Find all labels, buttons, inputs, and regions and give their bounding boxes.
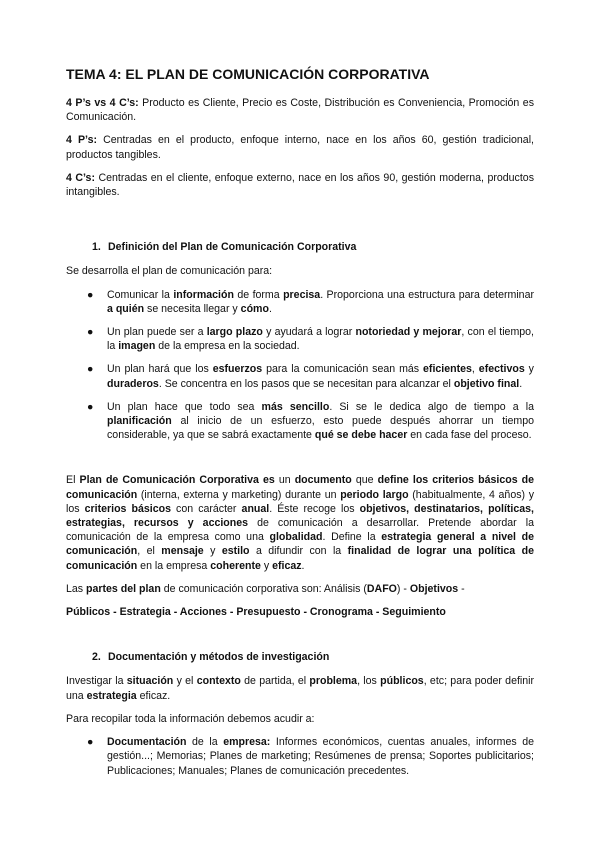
bold-emphasis: qué se debe hacer xyxy=(314,429,408,442)
section-1-lead: Se desarrolla el plan de comunicación para: xyxy=(66,265,273,278)
bold-emphasis: públicos xyxy=(380,675,424,688)
definition-paragraph: El Plan de Comunicación Corporativa es un documento que define los criterios básicos de comunicación (interna, externa y marketing) durante un periodo largo (habitualmente, 4 años) y los criterios básicos con carácter anual. Éste recoge los objetivos, destinatarios, políticas, estrategias, recursos y acciones de comunicación a desarrollar. Pretende abordar la comunicación de la empresa como una globalidad. Define la estrategia general a nivel de comunicación, el mensaje y estilo a difundir con la finalidad de lograr una política de comunicación en la empresa coherente y eficaz. xyxy=(66,474,535,572)
section-2-paragraph-1: Investigar la situación y el contexto de partida, el problema, los públicos, etc; para poder definir una estrategia eficaz. xyxy=(66,675,535,702)
bold-emphasis: mensaje xyxy=(161,545,204,558)
bold-emphasis: precisa xyxy=(283,288,321,301)
list-item-text: Documentación de la empresa: Informes económicos, cuentas anuales, informes de gestión...; Memorias; Planes de marketing; Resúmenes de prensa; Soportes publicitarios; Publicaciones; Manuales; Planes de comunicación precedentes. xyxy=(107,736,535,777)
bold-emphasis: empresa: xyxy=(223,736,271,749)
bold-emphasis: estilo xyxy=(221,545,250,558)
section-2-number: 2. xyxy=(92,651,101,664)
plan-parts-line-2: Públicos - Estrategia - Acciones - Presupuesto - Cronograma - Seguimiento xyxy=(66,606,446,619)
bold-emphasis: notoriedad y mejorar xyxy=(355,326,462,339)
bullet-icon: ● xyxy=(87,288,94,301)
bold-emphasis: eficaz xyxy=(272,559,302,572)
section-1-number: 1. xyxy=(92,241,101,254)
section-2-bullet-list xyxy=(66,735,534,778)
list-item xyxy=(87,288,534,316)
intro-paragraph-2 xyxy=(66,133,534,161)
bold-emphasis: situación xyxy=(126,675,174,688)
bold-emphasis: Documentación xyxy=(107,736,187,749)
bold-emphasis: partes del plan xyxy=(86,582,161,595)
page-title: TEMA 4: EL PLAN DE COMUNICACIÓN CORPORATIVA xyxy=(66,66,430,82)
intro-text-2: Centradas en el producto, enfoque interno, nace en los años 60, gestión tradicional, productos tangibles. xyxy=(66,134,534,161)
section-2-title: Documentación y métodos de investigación xyxy=(108,651,330,664)
intro-text-3: Centradas en el cliente, enfoque externo, nace en los años 90, gestión moderna, productos intangibles. xyxy=(66,171,534,199)
bold-emphasis: Plan de Comunicación Corporativa es xyxy=(79,474,275,487)
section-1-title: Definición del Plan de Comunicación Corporativa xyxy=(108,241,357,254)
bold-emphasis: objetivos, destinatarios, políticas, estrategias, recursos y acciones xyxy=(66,502,534,530)
bold-emphasis: Objetivos xyxy=(409,582,459,595)
list-item xyxy=(87,325,534,353)
bold-emphasis: define los criterios básicos de comunicación xyxy=(66,474,535,501)
bold-emphasis: objetivo final xyxy=(453,377,520,390)
bold-emphasis: más sencillo xyxy=(261,400,330,413)
bold-emphasis: estrategia general a nivel de comunicación xyxy=(66,531,534,558)
bold-emphasis: estrategia xyxy=(86,689,137,702)
bold-emphasis: anual xyxy=(241,502,270,515)
bold-emphasis: cómo xyxy=(240,302,269,315)
bold-emphasis: planificación xyxy=(107,415,172,428)
bullet-icon: ● xyxy=(87,736,94,749)
bold-emphasis: documento xyxy=(294,474,352,487)
bold-emphasis: finalidad de lograr una política de comunicación xyxy=(66,545,534,572)
bullet-icon: ● xyxy=(87,363,94,376)
plan-parts-list xyxy=(66,605,534,619)
bold-emphasis: efectivos xyxy=(478,363,525,376)
bold-emphasis: eficientes xyxy=(423,363,472,376)
bold-emphasis: imagen xyxy=(118,340,156,353)
bold-emphasis: duraderos xyxy=(107,377,159,390)
bold-emphasis: problema xyxy=(309,675,358,688)
section-2-paragraph-2: Para recopilar toda la información debemos acudir a: xyxy=(66,712,315,725)
list-item xyxy=(87,362,534,390)
intro-text-1: Producto es Cliente, Precio es Coste, Distribución es Conveniencia, Promoción es Comunicación. xyxy=(66,97,534,124)
section-1-bullet-list xyxy=(66,288,534,443)
list-item xyxy=(87,735,534,778)
intro-paragraph-3 xyxy=(66,171,534,199)
intro-label-1: 4 P’s vs 4 C’s: xyxy=(66,97,139,109)
section-1-heading xyxy=(92,240,534,254)
list-item-text: Un plan hará que los esfuerzos para la comunicación sean más eficientes, efectivos y duraderos. Se concentra en los pasos que se necesitan para alcanzar el objetivo final. xyxy=(107,363,534,390)
bold-emphasis: coherente xyxy=(210,559,261,572)
plan-parts-text: Las partes del plan de comunicación corporativa son: Análisis (DAFO) - Objetivos - xyxy=(66,582,465,595)
section-2-heading xyxy=(92,650,534,664)
intro-label-3: 4 C’s: xyxy=(66,171,95,184)
bold-emphasis: globalidad xyxy=(269,531,323,544)
bold-emphasis: a quién xyxy=(107,302,145,315)
list-item-text: Un plan puede ser a largo plazo y ayudará a lograr notoriedad y mejorar, con el tiempo, la imagen de la empresa en la sociedad. xyxy=(107,326,535,353)
intro-paragraph-1 xyxy=(66,96,534,124)
bold-emphasis: DAFO xyxy=(366,582,397,595)
bold-emphasis: contexto xyxy=(196,675,241,688)
list-item xyxy=(87,400,534,443)
bold-emphasis: largo plazo xyxy=(206,326,263,339)
bold-emphasis: esfuerzos xyxy=(212,363,263,376)
plan-parts-paragraph xyxy=(66,582,534,596)
bold-emphasis: criterios básicos xyxy=(84,502,171,515)
bullet-icon: ● xyxy=(87,400,94,413)
list-item-text: Comunicar la información de forma precisa. Proporciona una estructura para determinar a quién se necesita llegar y cómo. xyxy=(107,288,534,315)
bullet-icon: ● xyxy=(87,326,94,339)
bold-emphasis: información xyxy=(173,288,234,301)
list-item-text: Un plan hace que todo sea más sencillo. Si se le dedica algo de tiempo a la planificación al inicio de un esfuerzo, esto puede después ahorrar un tiempo considerable, ya que se sabrá exactamente qué se debe hacer en cada fase del proceso. xyxy=(107,400,535,442)
bold-emphasis: periodo largo xyxy=(340,488,409,501)
intro-label-2: 4 P’s: xyxy=(66,134,97,147)
